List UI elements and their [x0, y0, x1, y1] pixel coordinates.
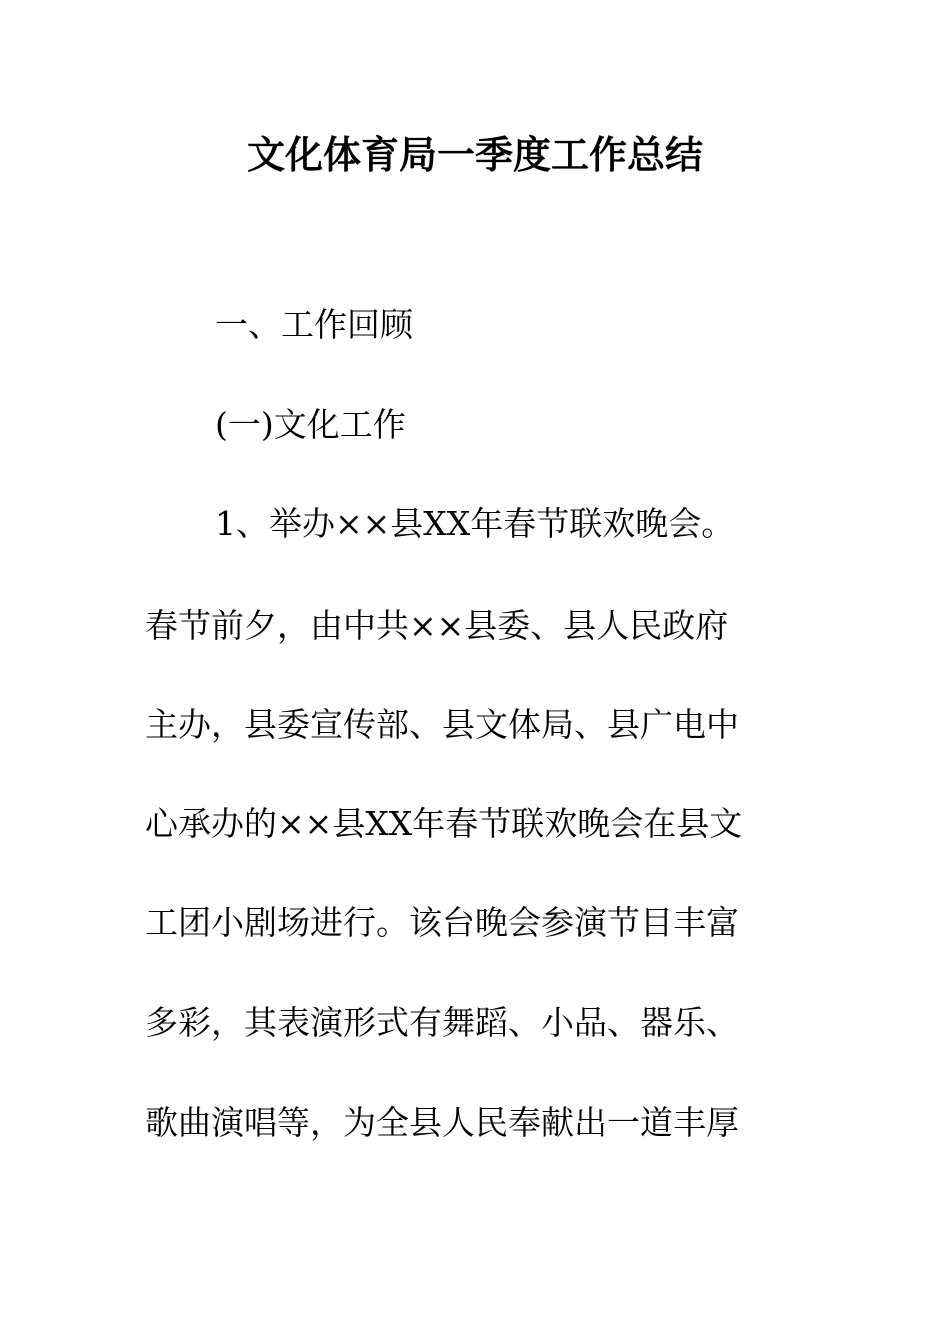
paragraph-line: 主办，县委宣传部、县文体局、县广电中 [145, 705, 739, 744]
paragraph-line: 春节前夕，由中共××县委、县人民政府 [145, 606, 729, 645]
section-heading: 一、工作回顾 [215, 305, 413, 344]
paragraph-line: 歌曲演唱等，为全县人民奉献出一道丰厚 [145, 1103, 739, 1142]
paragraph-line: 心承办的××县XX年春节联欢晚会在县文 [145, 804, 743, 843]
subsection-heading: (一)文化工作 [215, 405, 406, 444]
paragraph-line: 多彩，其表演形式有舞蹈、小品、器乐、 [145, 1003, 739, 1042]
paragraph-line: 工团小剧场进行。该台晚会参演节目丰富 [145, 903, 739, 942]
document-title: 文化体育局一季度工作总结 [246, 133, 703, 177]
paragraph-line: 1、举办××县XX年春节联欢晚会。 [215, 504, 735, 543]
